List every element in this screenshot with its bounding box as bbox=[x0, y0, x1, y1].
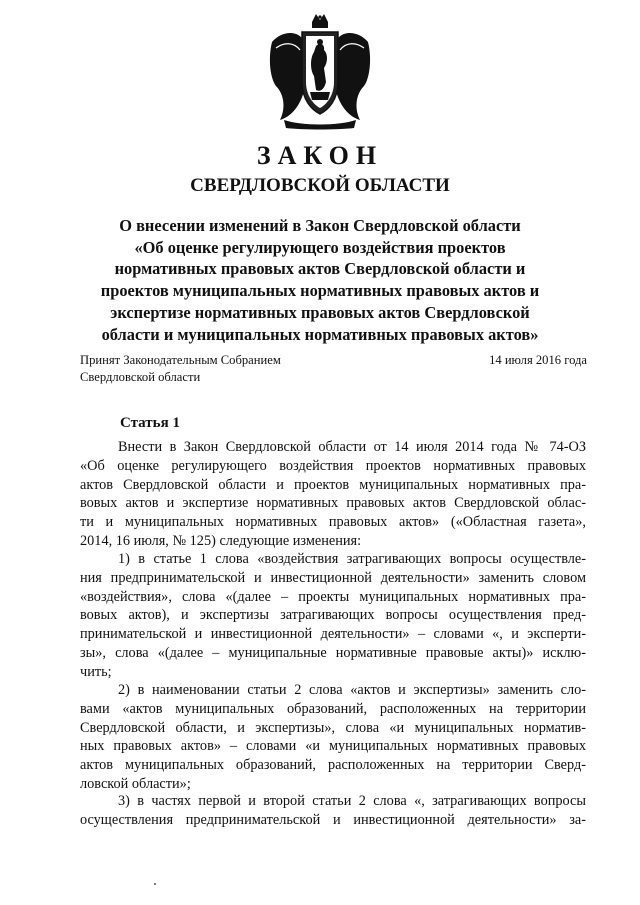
paragraph-line: Внести в Закон Свердловской области от 14 июля 2014 года № 74-ОЗ bbox=[118, 439, 586, 455]
paragraph-line: 2) в наименовании статьи 2 слова «актов и экспертизы» заменить сло- bbox=[118, 682, 586, 698]
paragraph-line: вовых актов и экспертизе нормативных правовых актов Свердловской облас- bbox=[80, 495, 586, 512]
region-title: СВЕРДЛОВСКОЙ ОБЛАСТИ bbox=[190, 175, 450, 196]
paragraph-line: принимательской и инвестиционной деятельности» – словами «, и эксперти- bbox=[80, 626, 586, 643]
article-paragraph bbox=[80, 792, 586, 830]
adoption-date: 14 июля 2016 года bbox=[489, 353, 587, 367]
paragraph-line: ловской области»; bbox=[80, 775, 191, 792]
law-title: ЗАКОН bbox=[256, 141, 384, 170]
paragraph-line: актов муниципальных образований, расположенных на территории Сверд- bbox=[80, 757, 586, 774]
paragraph-line: 2014, 16 июля, № 125) следующие изменения: bbox=[80, 532, 362, 549]
article-paragraph bbox=[80, 681, 586, 794]
heading-line: О внесении изменений в Закон Свердловской области bbox=[119, 216, 521, 235]
paragraph-line: «воздействия», слова «(далее – проекты муниципальных нормативных пра- bbox=[80, 588, 586, 605]
paragraph-line: 1) в статье 1 слова «воздействия затрагивающих вопросы осуществле- bbox=[118, 551, 586, 567]
heading-line: нормативных правовых актов Свердловской области и bbox=[114, 259, 526, 279]
paragraph-line: вовых актов), и экспертизы затрагивающих вопросы осуществления пред- bbox=[80, 607, 586, 624]
adopted-by-line: Свердловской области bbox=[80, 370, 201, 384]
paragraph-line: «Об оценке регулирующего воздействия проектов нормативных правовых bbox=[80, 457, 586, 474]
law-heading bbox=[60, 215, 580, 345]
coat-of-arms-emblem bbox=[262, 12, 378, 130]
paragraph-line: актов Свердловской области и проектов муниципальных нормативных пра- bbox=[80, 476, 586, 493]
article-paragraph bbox=[80, 550, 586, 682]
paragraph-line: вами «актов муниципальных образований, расположенных на территории bbox=[80, 700, 586, 717]
paragraph-line: 3) в частях первой и второй статьи 2 слова «, затрагивающих вопросы bbox=[118, 793, 586, 809]
article-paragraph bbox=[80, 438, 586, 551]
paragraph-line: чить; bbox=[80, 663, 112, 680]
adopted-by-line: Принят Законодательным Собранием bbox=[80, 353, 281, 367]
heading-line: проектов муниципальных нормативных правовых актов и bbox=[100, 281, 540, 301]
heading-line: «Об оценке регулирующего воздействия проектов bbox=[134, 237, 506, 257]
paragraph-line: ти и муниципальных нормативных правовых актов» («Областная газета», bbox=[80, 514, 586, 531]
scan-speck bbox=[154, 883, 156, 885]
heading-line: экспертизе нормативных правовых актов Свердловской bbox=[110, 302, 530, 322]
heading-line: области и муниципальных нормативных правовых актов» bbox=[101, 324, 539, 344]
paragraph-line: ния предпринимательской и инвестиционной деятельности» заменить словом bbox=[80, 569, 586, 586]
paragraph-line: зы», слова «(далее – муниципальные нормативные правовые акты)» исклю- bbox=[80, 644, 586, 661]
adopted-by bbox=[80, 352, 281, 386]
paragraph-line: Свердловской области, и экспертизы», слова «и муниципальных норматив- bbox=[80, 719, 586, 736]
paragraph-line: ных правовых актов» – словами «и муниципальных нормативных правовых bbox=[80, 738, 586, 755]
paragraph-line: осуществления предпринимательской и инвестиционной деятельности» за- bbox=[80, 811, 586, 828]
article-title: Статья 1 bbox=[120, 415, 180, 431]
